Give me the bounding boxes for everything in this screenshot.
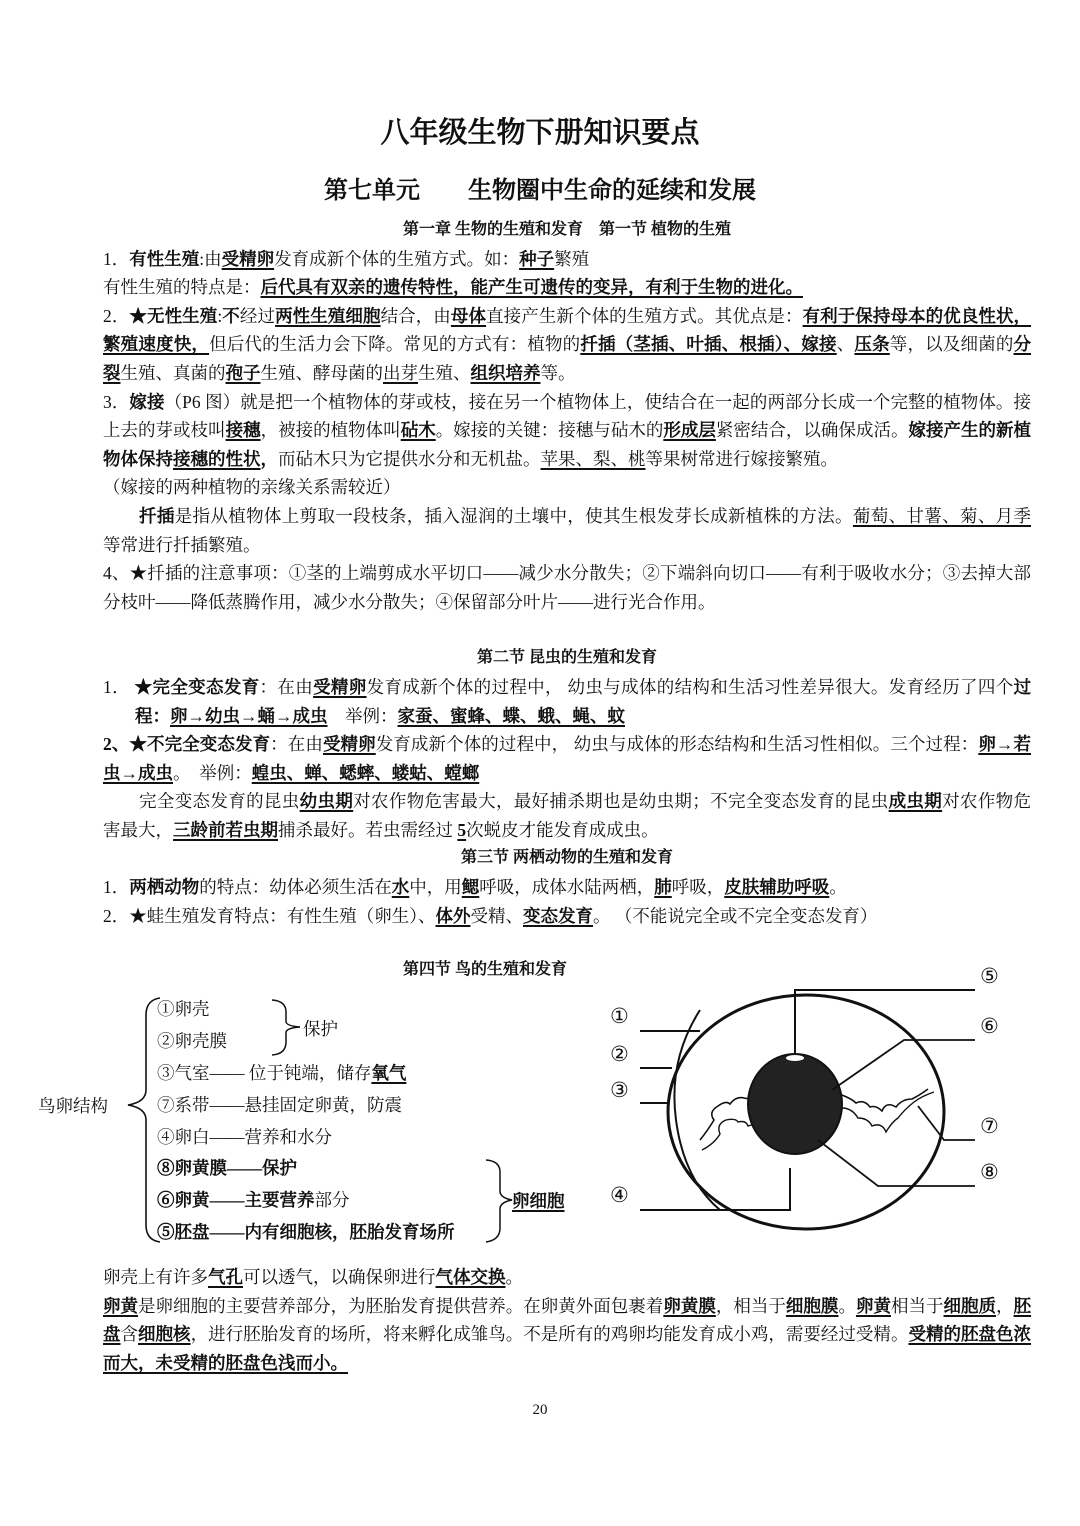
text-run: 对农作物危害最大，最好捕杀期也是幼虫期；不完全变态发育的昆虫	[353, 791, 889, 812]
emphasis-text: 出芽	[383, 362, 418, 383]
text-run: ③气室—— 位于钝端，储存	[157, 1063, 372, 1083]
text-run: ⑦系带——悬挂固定卵黄，防震	[157, 1095, 402, 1115]
text-run: ②卵壳膜	[157, 1031, 227, 1051]
emphasis-text: 三龄前若虫期	[173, 819, 278, 840]
egg-part-label: ①	[610, 1004, 629, 1028]
paragraph	[103, 388, 1031, 474]
text-run: 可以透气，以确保卵进行	[243, 1267, 436, 1287]
emphasis-text: 气孔	[208, 1267, 243, 1287]
section-insect-incomplete	[103, 730, 1031, 787]
page-number: 20	[532, 1402, 548, 1418]
group-egg-cell: 卵细胞	[512, 1191, 565, 1211]
brace-protect	[272, 1000, 300, 1055]
egg-part-label: ⑧	[980, 1160, 999, 1184]
emphasis-text: ，	[260, 448, 278, 469]
brace-structure	[128, 998, 160, 1242]
text-run: 而砧木只为它提供水分和无机盐。	[278, 448, 541, 469]
text-run: 但后代的生活力会下降。常见的方式有：植物的	[209, 334, 581, 355]
text-run: 受精、	[470, 905, 523, 926]
section-egg-notes	[103, 1263, 1031, 1377]
text-run: 次蜕皮才能发育成成虫。	[466, 819, 659, 840]
emphasis-text: 后代具有双亲的遗传特性，能产生可遗传的变异，有利于生物的进化。	[260, 277, 803, 298]
section-insect-complete	[103, 673, 1031, 730]
emphasis-text: 过程：	[135, 676, 1032, 726]
emphasis-text: 嫁接产生的新植物体保持	[103, 420, 1032, 469]
emphasis-text: 鳃	[461, 877, 480, 898]
text-run: ：在由	[270, 734, 323, 755]
emphasis-text: 变态发育	[523, 905, 593, 926]
text-run: 2．★蛙生殖发育特点：有性生殖（卵生）、	[103, 905, 436, 926]
section2-heading: 第二节 昆虫的生殖和发育	[476, 649, 657, 667]
emphasis-text: ★完全变态发育	[134, 676, 260, 697]
main-content	[103, 216, 1031, 930]
text-run: 等。	[540, 362, 576, 383]
chapter-heading: 第一章 生物的生殖和发育 第一节 植物的生殖	[402, 221, 731, 238]
emphasis-text: 母体	[450, 305, 487, 326]
section3-heading: 第三节 两栖动物的生殖和发育	[460, 849, 673, 867]
text-run: 2．	[103, 305, 130, 326]
emphasis-text: 有性生殖	[129, 248, 200, 269]
emphasis-text: 卵→若虫→成虫	[103, 734, 1032, 783]
bird-egg-section	[0, 954, 1080, 1244]
bird-egg-notes	[103, 1263, 1031, 1377]
paragraph	[103, 559, 1031, 616]
emphasis-text: 孢子	[225, 362, 261, 383]
paragraph	[103, 873, 1031, 902]
emphasis-text: 体外	[435, 905, 471, 926]
unit-name: 生物圈中生命的延续和发展	[468, 178, 756, 204]
emphasis-text: 水	[391, 877, 410, 898]
text-run: （P6 图）就是把一个植物体的芽或枝，接在另一个植物体上，使结合在一起的两部分长成一个完整的植物体。接上去的芽或枝叫	[103, 391, 1032, 441]
text-run: 生殖、酵母菌的	[260, 362, 383, 383]
text-run: 紧密结合，以确保成活。	[715, 420, 909, 441]
yolk	[748, 1054, 842, 1154]
text-run: 等常进行扦插繁殖。	[103, 534, 261, 555]
text-run: 发育成新个体的过程中， 幼虫与成体的结构和生活习性差异很大。发育经历了四个	[366, 676, 1014, 697]
emphasis-text: 压条	[854, 334, 890, 355]
text-run: 4、★扦插的注意事项：①茎的上端剪成水平切口——减少水分散失；②下端斜向切口——有利于吸收水分；③去掉大部分枝叶——降低蒸腾作用，减少水分散失；④保留部分叶片——进行光合作用。	[103, 563, 1031, 612]
section-plant-reproduction	[103, 245, 1031, 502]
text-run: 3．	[103, 391, 130, 412]
text-run: 等果树常进行嫁接繁殖。	[645, 448, 838, 469]
emphasis-text: 砧木	[400, 420, 436, 441]
emphasis-text: 扦插	[139, 505, 175, 526]
paragraph	[103, 902, 1031, 931]
brace-egg-cell	[486, 1160, 512, 1242]
emphasis-text: 5	[457, 819, 467, 840]
section-amphibian	[103, 873, 1031, 930]
egg-structure-item	[157, 1187, 350, 1212]
text-run: 的特点：幼体必须生活在	[199, 877, 392, 898]
emphasis-text: 受精的胚盘色浓而大，未受精的胚盘色浅而小。	[103, 1324, 1032, 1373]
paragraph	[103, 245, 1031, 274]
emphasis-text: 肺	[654, 877, 672, 898]
emphasis-text: 受精卵	[221, 248, 275, 269]
text-run: 直接产生新个体的生殖方式。其优点是：	[486, 305, 803, 326]
text-run: :	[217, 305, 223, 326]
text-run: 发育成新个体的过程中， 幼虫与成体的形态结构和生活习性相似。三个过程：	[375, 734, 979, 755]
emphasis-text: 嫁接	[129, 391, 165, 412]
egg-structure-item	[157, 1060, 406, 1085]
text-run: 结合，由	[380, 305, 451, 326]
emphasis-text: 种子	[519, 248, 555, 269]
emphasis-text: 扦插（茎插、叶插、根插）、嫁接	[580, 334, 837, 355]
paragraph	[103, 673, 1031, 730]
emphasis-text: 接穗的性状	[173, 448, 261, 469]
egg-part-label: ③	[610, 1078, 629, 1102]
chalaza-right	[842, 1089, 928, 1111]
emphasis-text: 卵黄膜	[663, 1295, 716, 1316]
paragraph	[103, 502, 1031, 559]
egg-part-label: ⑤	[980, 964, 999, 988]
emphasis-text: 形成层	[663, 420, 716, 441]
text-run: （嫁接的两种植物的亲缘关系需较近）	[103, 477, 401, 498]
text-run: ，	[996, 1295, 1014, 1316]
emphasis-text: 接穗	[225, 420, 261, 441]
emphasis-text: 卵黄	[855, 1295, 891, 1316]
text-run: 1．	[103, 877, 130, 898]
text-run: 生殖、	[418, 362, 471, 383]
emphasis-text: 不	[222, 305, 240, 326]
emphasis-text: 组织培养	[470, 362, 541, 383]
emphasis-text: 幼虫期	[299, 791, 354, 812]
text-run: 等，以及细菌的	[889, 334, 1014, 355]
section-insect-harm	[103, 787, 1031, 844]
text-run: 。	[505, 1267, 523, 1287]
text-run: 是卵细胞的主要营养部分，为胚胎发育提供营养。在卵黄外面包裹着	[138, 1295, 664, 1316]
text-run: 经过	[239, 305, 276, 326]
egg-part-label: ⑦	[980, 1114, 999, 1138]
emphasis-text: ★无性生殖	[129, 305, 218, 326]
text-run: 。	[838, 1295, 856, 1316]
emphasis-text: ⑥卵黄——主要营养	[157, 1190, 315, 1210]
section4-heading: 第四节 鸟的生殖和发育	[402, 961, 567, 978]
emphasis-text: 受精卵	[322, 734, 376, 755]
text-run: 有性生殖的特点是：	[103, 277, 261, 298]
text-run: 卵壳上有许多	[103, 1267, 208, 1287]
egg-part-label: ②	[610, 1042, 629, 1066]
emphasis-text: 皮肤辅助呼吸	[724, 877, 830, 898]
emphasis-text: 葡萄、甘薯、菊、月季	[852, 505, 1032, 526]
page-title: 八年级生物下册知识要点	[380, 117, 700, 149]
emphasis-text: 蝗虫、蝉、蟋蟀、蝼蛄、螳螂	[251, 762, 480, 783]
egg-structure-root: 鸟卵结构	[38, 1096, 108, 1116]
egg-structure-item	[157, 1219, 455, 1244]
section-cutting	[103, 502, 1031, 559]
emphasis-text: 家蚕、蜜蜂、蝶、蛾、蝇、蚊	[397, 705, 625, 726]
emphasis-text: ⑤胚盘——内有细胞核，胚胎发育场所	[157, 1222, 455, 1242]
paragraph	[103, 473, 1031, 502]
egg-structure-item	[157, 1092, 402, 1117]
egg-part-label: ④	[610, 1183, 629, 1207]
emphasis-text: 胚盘	[103, 1295, 1032, 1345]
egg-structure-item	[157, 1155, 297, 1180]
emphasis-text: ⑧卵黄膜——保护	[157, 1158, 297, 1178]
text-run: 中，用	[409, 877, 462, 898]
egg-structure-item	[157, 996, 210, 1021]
emphasis-text: 细胞质	[943, 1295, 997, 1316]
emphasis-text: 细胞核	[138, 1324, 191, 1345]
text-run: 。 举例：	[173, 762, 252, 783]
paragraph	[103, 787, 1031, 844]
text-run: ：在由	[259, 676, 314, 697]
text-run: 1．	[103, 676, 135, 697]
text-run: ，进行胚胎发育的场所，将来孵化成雏鸟。不是所有的鸡卵均能发育成小鸡，需要经过受精。	[190, 1324, 909, 1345]
text-run: 发育成新个体的生殖方式。如：	[274, 248, 520, 269]
text-run: 举例：	[327, 705, 398, 726]
paragraph	[103, 730, 1031, 787]
text-run: 捕杀最好。若虫需经过	[278, 819, 458, 840]
unit-number: 第七单元	[324, 178, 420, 204]
text-run: ④卵白——营养和水分	[157, 1127, 332, 1147]
emphasis-text: 两栖动物	[129, 877, 200, 898]
emphasis-text: 分裂	[103, 334, 1032, 383]
unit-heading	[0, 170, 1080, 205]
emphasis-text: 受精卵	[313, 676, 367, 697]
paragraph	[103, 1263, 1031, 1292]
emphasis-text: 细胞膜	[785, 1295, 839, 1316]
section-cutting-notes	[103, 559, 1031, 616]
text-run: 相当于	[890, 1295, 944, 1316]
text-run: 生殖、真菌的	[120, 362, 226, 383]
text-run: 、	[836, 334, 855, 355]
paragraph	[103, 302, 1031, 388]
group-protect: 保护	[303, 1019, 338, 1039]
emphasis-text: 气体交换	[435, 1267, 506, 1287]
text-run: 是指从植物体上剪取一段枝条，插入湿润的土壤中，使其生根发芽长成新植株的方法。	[174, 505, 853, 526]
text-run: 完全变态发育的昆虫	[139, 791, 300, 812]
text-run: 呼吸，成体水陆两栖，	[479, 877, 655, 898]
text-run: ，相当于	[715, 1295, 786, 1316]
emphasis-text: 成虫期	[888, 791, 943, 812]
text-run: 呼吸，	[671, 877, 725, 898]
paragraph	[103, 273, 1031, 302]
emphasis-text: 有利于保持母本的优良性状，繁殖速度快，	[103, 305, 1032, 355]
emphasis-text: 卵→幼虫→蛹→成虫	[170, 705, 328, 726]
text-run: 含	[120, 1324, 139, 1345]
egg-structure-item	[157, 1124, 332, 1149]
emphasis-text: 两性生殖细胞	[275, 305, 381, 326]
egg-structure-item	[157, 1028, 227, 1053]
emphasis-text: 卵黄	[103, 1295, 139, 1316]
emphasis-text: 氧气	[371, 1063, 407, 1083]
text-run: :由	[199, 248, 222, 269]
text-run: 1．	[103, 248, 130, 269]
text-run: 。 （不能说完全或不完全变态发育）	[593, 905, 878, 926]
text-run: 部分	[314, 1190, 350, 1210]
germinal-disc	[786, 1055, 804, 1061]
emphasis-text: 2、★不完全变态发育	[103, 734, 271, 755]
chalaza-right-2	[842, 1092, 934, 1132]
text-run: 繁殖	[554, 248, 590, 269]
text-run: 。	[829, 877, 847, 898]
text-run: 。嫁接的关键：接穗与砧木的	[435, 420, 664, 441]
text-run: ，被接的植物体叫	[260, 420, 401, 441]
text-run: 对农作物危害最大，	[103, 791, 1032, 840]
paragraph	[103, 1292, 1031, 1378]
egg-part-label: ⑥	[980, 1014, 999, 1038]
text-run: ①卵壳	[157, 999, 210, 1019]
emphasis-text: 苹果、梨、桃	[540, 448, 646, 469]
